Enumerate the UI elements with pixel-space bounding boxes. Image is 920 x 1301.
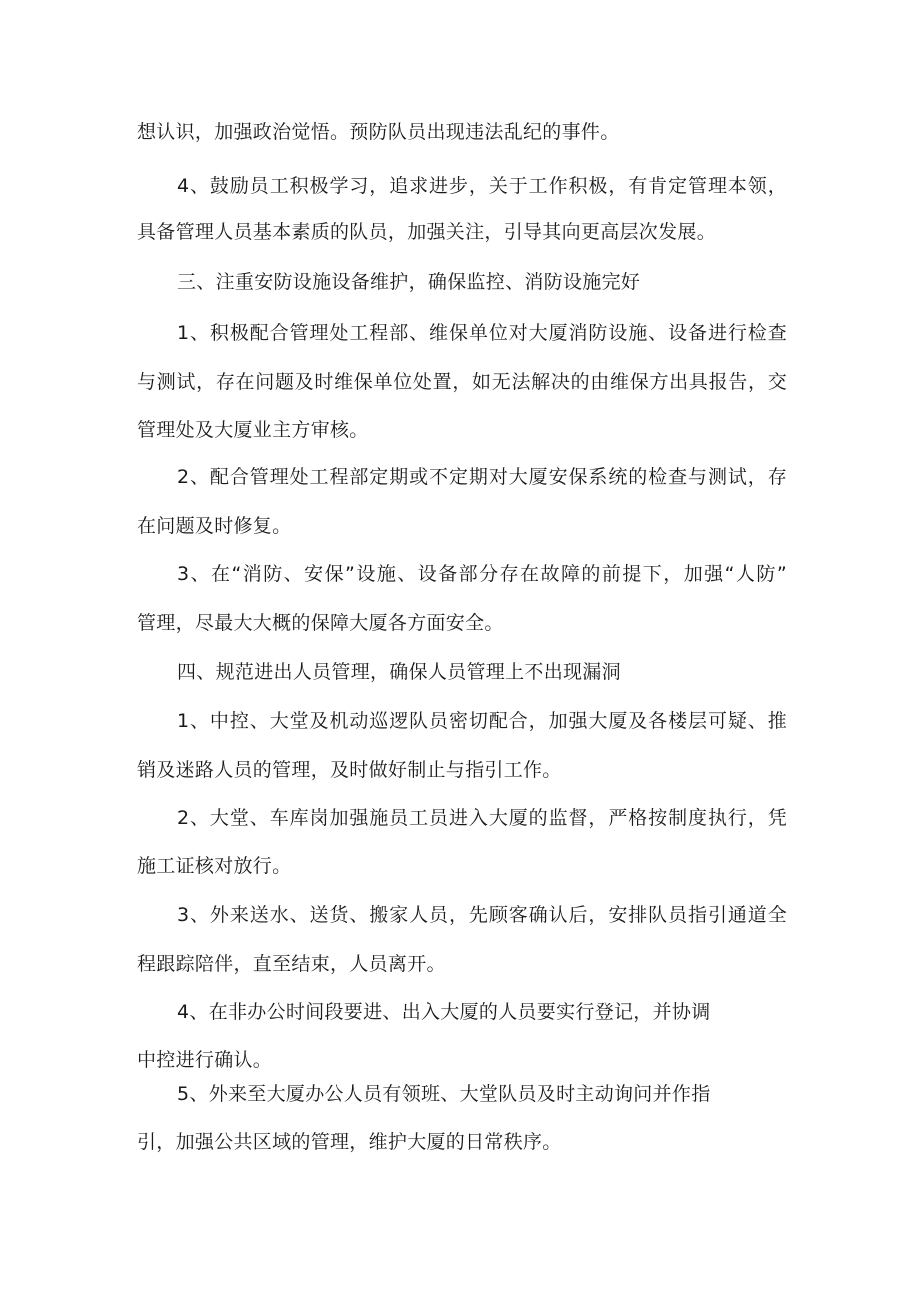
text-line: 4、鼓励员工积极学习，追求进步，关于工作积极，有肯定管理本领， — [177, 175, 787, 197]
text-line: 1、中控、大堂及机动巡逻队员密切配合，加强大厦及各楼层可疑、推 — [177, 710, 787, 732]
text-line: 销及迷路人员的管理，及时做好制止与指引工作。 — [137, 759, 562, 781]
text-line: 施工证核对放行。 — [137, 855, 292, 877]
text-line: 5、外来至大厦办公人员有领班、大堂队员及时主动询问并作指 — [177, 1083, 711, 1105]
text-line: 在问题及时修复。 — [137, 515, 292, 537]
text-line: 3、外来送水、送货、搬家人员，先顾客确认后，安排队员指引通道全 — [177, 904, 787, 926]
text-line: 与测试，存在问题及时维保单位处置，如无法解决的由维保方出具报告，交 — [137, 371, 787, 393]
text-line: 程跟踪陪伴，直至结束，人员离开。 — [137, 953, 446, 975]
text-line: 具备管理人员基本素质的队员，加强关注，引导其向更高层次发展。 — [137, 221, 717, 243]
text-line: 2、配合管理处工程部定期或不定期对大厦安保系统的检查与测试，存 — [177, 466, 787, 488]
text-line: 2、大堂、车库岗加强施员工员进入大厦的监督，严格按制度执行，凭 — [177, 807, 787, 829]
section-heading: 四、规范进出人员管理，确保人员管理上不出现漏洞 — [177, 661, 621, 683]
section-heading: 三、注重安防设施设备维护，确保监控、消防设施完好 — [177, 271, 641, 293]
text-line: 3、在“消防、安保”设施、设备部分存在故障的前提下，加强“人防” — [177, 563, 787, 585]
text-line: 中控进行确认。 — [137, 1049, 273, 1071]
text-line: 4、在非办公时间段要进、出入大厦的人员要实行登记，并协调 — [177, 1001, 711, 1023]
text-line: 管理，尽最大大概的保障大厦各方面安全。 — [137, 612, 504, 634]
text-line: 1、积极配合管理处工程部、维保单位对大厦消防设施、设备进行检查 — [177, 322, 787, 344]
text-line: 引，加强公共区域的管理，维护大厦的日常秩序。 — [137, 1131, 562, 1153]
text-line: 管理处及大厦业主方审核。 — [137, 419, 369, 441]
text-line: 想认识，加强政治觉悟。预防队员出现违法乱纪的事件。 — [137, 121, 620, 143]
